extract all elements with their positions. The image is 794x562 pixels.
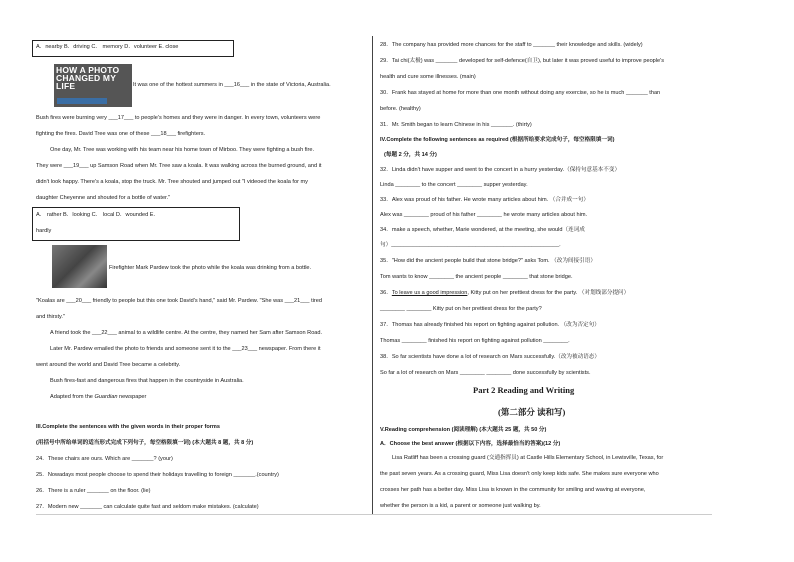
question-29-line2: health and cure some illnesses. (main) bbox=[380, 74, 476, 80]
question-33-line1: 33．Alex was proud of his father. He wrote many articles about him. （合并成一句） bbox=[380, 197, 589, 203]
para6-line1: Bush fires-fast and dangerous fires that happen in the countryside in Australia. bbox=[50, 378, 244, 384]
part2-heading: Part 2 Reading and Writing bbox=[473, 385, 575, 395]
question-27: 27．Modern new _______ can calculate quite fast and seldom make mistakes. (calculate) bbox=[36, 504, 259, 510]
question-38-line2: So far a lot of research on Mars ________ ________ done successfully by scientists. bbox=[380, 370, 591, 376]
para3-line1: Firefighter Mark Pardew took the photo while the koala was drinking from a bottle. bbox=[109, 265, 312, 271]
para2-line3: didn't look happy. There's a koala, stop the truck. Mr. Tree shouted and jumped out "I videoed the koala for my bbox=[36, 179, 308, 185]
question-37-line2: Thomas ________ finished his report on fighting against pollution ________. bbox=[380, 338, 570, 344]
para2-line4: daughter Cheyenne and shouted for a bottle of water." bbox=[36, 195, 171, 201]
q36-underlined-phrase: To leave us a good impression bbox=[391, 290, 468, 296]
question-37-line1: 37．Thomas has already finished his report on fighting against pollution. （改为否定句） bbox=[380, 322, 600, 328]
para1-line2: Bush fires were burning very ___17___ to people's homes and they were in danger. In every town, volunteers were bbox=[36, 115, 321, 121]
page-bottom-rule bbox=[36, 514, 712, 515]
word-bank-2-line2: hardly bbox=[36, 228, 52, 234]
source-prefix: Adapted from the bbox=[50, 394, 95, 400]
section3-instructions: (用括号中所给单词的适当形式完成下列句子，每空格限填一词) (本大题共 8 题，共 8 分) bbox=[36, 440, 254, 446]
question-35-line1: 35．"How did the ancient people build that stone bridge?" asks Tom. （改为间接引语） bbox=[380, 258, 596, 264]
question-30-line1: 30．Frank has stayed at home for more than one month without doing any exercise, so he is much _______ than bbox=[380, 90, 661, 96]
para1-line1: It was one of the hottest summers in ___16___ in the state of Victoria, Australia. bbox=[133, 82, 331, 88]
readingA-line1: Lisa Ratliff has been a crossing guard (交通指挥员) at Castle Hills Elementary School, in Lewisville, Texas, for bbox=[392, 455, 664, 461]
q36-prefix: 36． bbox=[380, 290, 392, 296]
question-29-line1: 29．Tai chi(太极) was _______ developed for self-defence(自卫), but later it was proved useful to improve people's bbox=[380, 58, 665, 64]
q36-suffix: , Kitty put on her prettiest dress for the party. （对划线部分提问） bbox=[467, 290, 630, 296]
section4-title: IV.Complete the following sentences as required (根据所给要求完成句子，每空格限填一词) bbox=[380, 137, 615, 143]
word-bank-1: A．nearby B．driving C． memory D．volunteer E. close bbox=[36, 44, 179, 50]
question-31: 31．Mr. Smith began to learn Chinese in his _______. (thirty) bbox=[380, 122, 532, 128]
readingA-line2: the past seven years. As a crossing guard, Miss Lisa doesn't only keep kids safe. She makes sure everyone who bbox=[380, 471, 659, 477]
question-36-line2: ________ ________ Kitty put on her prettiest dress for the party? bbox=[380, 306, 542, 312]
article-photo-1 bbox=[54, 64, 132, 107]
question-25: 25．Nowadays most people choose to spend their holidays travelling to foreign _______.(country) bbox=[36, 472, 279, 478]
question-32-line1: 32．Linda didn't have supper and went to the concert in a hurry yesterday.（保持句意基本不变） bbox=[380, 167, 621, 173]
article-photo-2 bbox=[52, 245, 107, 288]
photo-caption-strip bbox=[57, 98, 107, 104]
sectionA-title: A．Choose the best answer (根据以下内容，选择最恰当的答案)(12 分) bbox=[380, 441, 561, 447]
photo-headline: HOW A PHOTO CHANGED MY LIFE bbox=[56, 65, 120, 91]
source-name: Guardian bbox=[94, 394, 118, 400]
section5-title: V.Reading comprehension (阅读理解) (本大题共 25 题，共 50 分) bbox=[380, 427, 547, 433]
para2-line1: One day, Mr. Tree was working with his team near his home town of Mirboo. They were fighting a bush fire. bbox=[50, 147, 315, 153]
source-suffix: newspaper bbox=[117, 394, 147, 400]
para4-line1: A friend took the ___22___ animal to a wildlife centre. At the centre, they named her Sam after Samson Road. bbox=[50, 330, 323, 336]
question-35-line2: Tom wants to know ________ the ancient people ________ that stone bridge. bbox=[380, 274, 573, 280]
part2-heading-cn: (第二部分 读和写) bbox=[498, 407, 566, 417]
section4-instructions: (每题 2 分，共 14 分) bbox=[384, 152, 437, 158]
readingA-line3: crosses her path has a better day. Miss Lisa is known in the community for smiling and waving at everyone, bbox=[380, 487, 646, 493]
source-line bbox=[50, 394, 146, 401]
section3-title: III.Complete the sentences with the given words in their proper forms bbox=[36, 424, 221, 430]
question-24: 24．These chairs are ours. Which are _______? (your) bbox=[36, 456, 173, 462]
readingA-line4: whether the person is a kid, a parent or someone just walking by. bbox=[380, 503, 541, 509]
column-divider bbox=[372, 36, 373, 514]
para5-line1: Later Mr. Pardew emailed the photo to friends and someone sent it to the ___23___ newspaper. From there it bbox=[50, 346, 321, 352]
word-bank-2-line1: A． rather B．looking C． local D．wounded E. bbox=[36, 212, 156, 218]
para5-line2: went around the world and David Tree became a celebrity. bbox=[36, 362, 181, 368]
question-34-line1: 34．make a speech, whether, Marie wondered, at the meeting, she would（连词成 bbox=[380, 227, 585, 233]
question-34-line2: 句）______________________________________________________. bbox=[380, 242, 561, 248]
para1-line3: fighting the fires. David Tree was one of these ___18___ firefighters. bbox=[36, 131, 206, 137]
question-30-line2: before. (healthy) bbox=[380, 106, 421, 112]
question-36-line1 bbox=[380, 290, 629, 297]
question-32-line2: Linda ________ to the concert ________ supper yesterday. bbox=[380, 182, 528, 188]
para3-line3: and thirsty." bbox=[36, 314, 65, 320]
question-26: 26．There is a ruler _______ on the floor. (lie) bbox=[36, 488, 151, 494]
question-33-line2: Alex was ________ proud of his father ________ he wrote many articles about him. bbox=[380, 212, 588, 218]
para2-line2: They were ___19___ up Samson Road when Mr. Tree saw a koala. It was walking across the burned ground, and it bbox=[36, 163, 322, 169]
para3-line2: "Koalas are ___20___ friendly to people but this one took David's hand," said Mr. Pardew. "She was ___21___ tired bbox=[36, 298, 322, 304]
question-28: 28．The company has provided more chances for the staff to _______ their knowledge and skills. (widely) bbox=[380, 42, 643, 48]
question-38-line1: 38．So far scientists have done a lot of research on Mars successfully.（改为被动语态） bbox=[380, 354, 600, 360]
